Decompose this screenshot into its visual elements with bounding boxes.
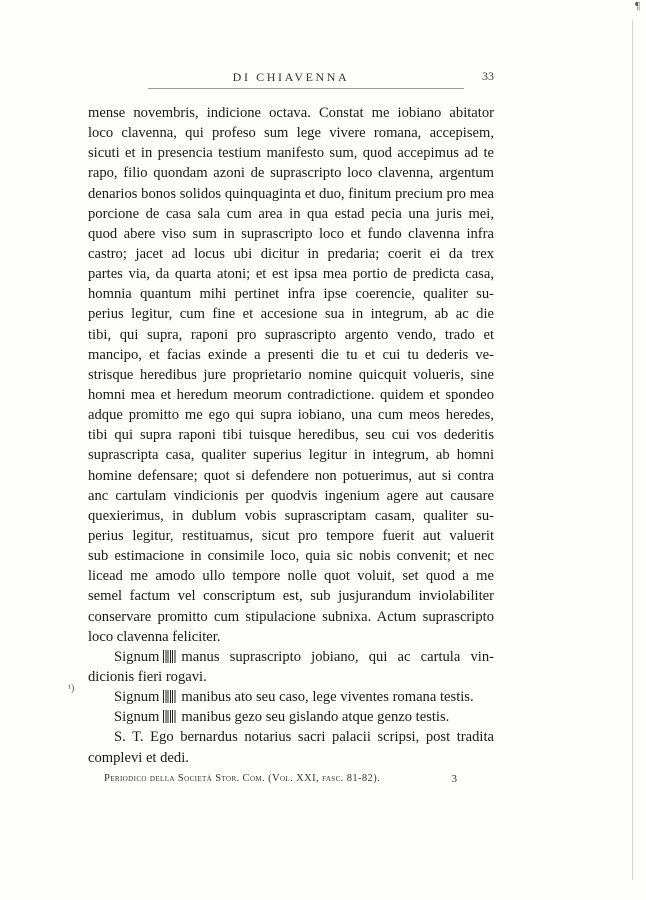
text-line: anc cartulam vindicionis per quodvis ingenium agere aut causare xyxy=(88,487,494,504)
text-line: castro; jacet ad locus ubi dicitur in predaria; coerit ei da trex xyxy=(88,245,494,262)
header-rule xyxy=(148,88,464,89)
signum-line xyxy=(88,647,494,667)
paragraph-signum-witnesses-2 xyxy=(88,707,494,727)
signum-mark-icon xyxy=(163,690,177,703)
text-line: complevi et dedi. xyxy=(88,749,189,766)
running-head xyxy=(88,68,494,90)
text-line: tibi qui supra raponi tibi tuisque heredibus, seu cui vos dederitis xyxy=(88,427,494,444)
signum-text: manibus gezo seu gislando atque genzo testis. xyxy=(181,709,450,726)
text-line: conservare promitto cum stipulacione subnixa. Actum suprascripto xyxy=(88,608,494,625)
text-line: rapo, filio quondam azoni de suprascripto loco clavenna, argentum xyxy=(88,165,494,182)
text-line: tibi, qui supra, raponi pro suprascripto argento vendo, trado et xyxy=(88,326,494,343)
paragraph-signum-witnesses-1 xyxy=(88,687,494,707)
text-line: sub estimacione in consimile loco, quia sic nobis convenit; et nec xyxy=(88,548,494,565)
text-line: perius legitur, restituamus, sicut pro tempore fuerit aut valuerit xyxy=(88,527,494,544)
signum-mark-icon xyxy=(163,710,177,723)
signum-word: Signum xyxy=(114,689,160,706)
text-line: loco clavenna feliciter. xyxy=(88,628,221,645)
text-line: strisque heredibus jure proprietario nomine quicquit volueris, sine xyxy=(88,366,494,383)
page-edge-line xyxy=(632,20,633,880)
text-line: homni mea et heredum meorum contradictione. quidem et spondeo xyxy=(88,386,494,403)
page-title: DI CHIAVENNA xyxy=(232,70,350,84)
text-line: licead me amodo ullo tempore nolle quot voluit, set quod a me xyxy=(88,568,494,585)
footnote-marker: ¹) xyxy=(68,683,75,694)
footer-journal-citation: Periodico della Società Stor. Com. (Vol. XXI, fasc. 81-82). xyxy=(104,773,381,784)
signum-line xyxy=(88,707,494,727)
charter-text xyxy=(88,103,494,768)
text-line: quexierimus, in dublum vobis suprascriptam casam, qualiter su- xyxy=(88,507,494,524)
text-line: denarios bonos solidos quinquaginta et duo, finitum precium pro mea xyxy=(88,185,494,202)
paragraph-charter xyxy=(88,103,494,647)
paragraph-signum-jobiano xyxy=(88,647,494,687)
signum-mark-icon xyxy=(163,650,177,663)
text-line: homine defensare; quot si defendere non potuerimus, aut si contra xyxy=(88,467,494,484)
text-line: mense novembris, indicione octava. Constat me iobiano abitator xyxy=(88,105,494,121)
text-line: suprascripta casa, qualiter superius legitur in integrum, ab homni xyxy=(88,447,494,464)
page-footer xyxy=(104,773,457,789)
text-line: loco clavenna, qui profeso sum lege vivere romana, accepisem, xyxy=(88,125,494,142)
text-line: quod abere viso sum in suprascripto loco et fundo clavenna infra xyxy=(88,225,494,242)
corner-mark: ¶ xyxy=(635,0,640,12)
text-line: perius legitur, cum fine et accesione sua in integrum, ab ac die xyxy=(88,306,494,323)
text-line: dicionis fieri rogavi. xyxy=(88,668,207,685)
text-line: homnia quantum mihi pertinet infra ipse coerencie, qualiter su- xyxy=(88,286,494,303)
signum-word: Signum xyxy=(114,648,160,665)
text-line: adque promitto me ego qui supra iobiano, una cum meos heredes, xyxy=(88,407,494,424)
page-number: 33 xyxy=(482,69,494,83)
footer-signature-number: 3 xyxy=(451,773,457,785)
signum-text: manibus ato seu caso, lege viventes romana testis. xyxy=(181,689,474,706)
signum-line xyxy=(88,687,494,707)
text-line: semel factum vel conscriptum est, sub jusjurandum inviolabiliter xyxy=(88,588,494,605)
text-line: S. T. Ego bernardus notarius sacri palacii scripsi, post tradita xyxy=(114,729,494,746)
text-line: sicuti et in presencia testium manifesto sum, quod accepimus ad te xyxy=(88,145,494,162)
signum-word: Signum xyxy=(114,709,160,726)
signum-text: manus suprascripto jobiano, qui ac cartula vin- xyxy=(181,648,494,665)
text-line: mancipo, et facias exinde a presenti die tu et cui tu dederis ve- xyxy=(88,346,494,363)
paragraph-notary xyxy=(88,727,494,767)
text-line: partes via, da quarta atoni; et est ipsa mea portio de predicta casa, xyxy=(88,266,494,283)
text-line: porcione de casa sala cum area in qua estad pecia una juris mei, xyxy=(88,205,494,222)
